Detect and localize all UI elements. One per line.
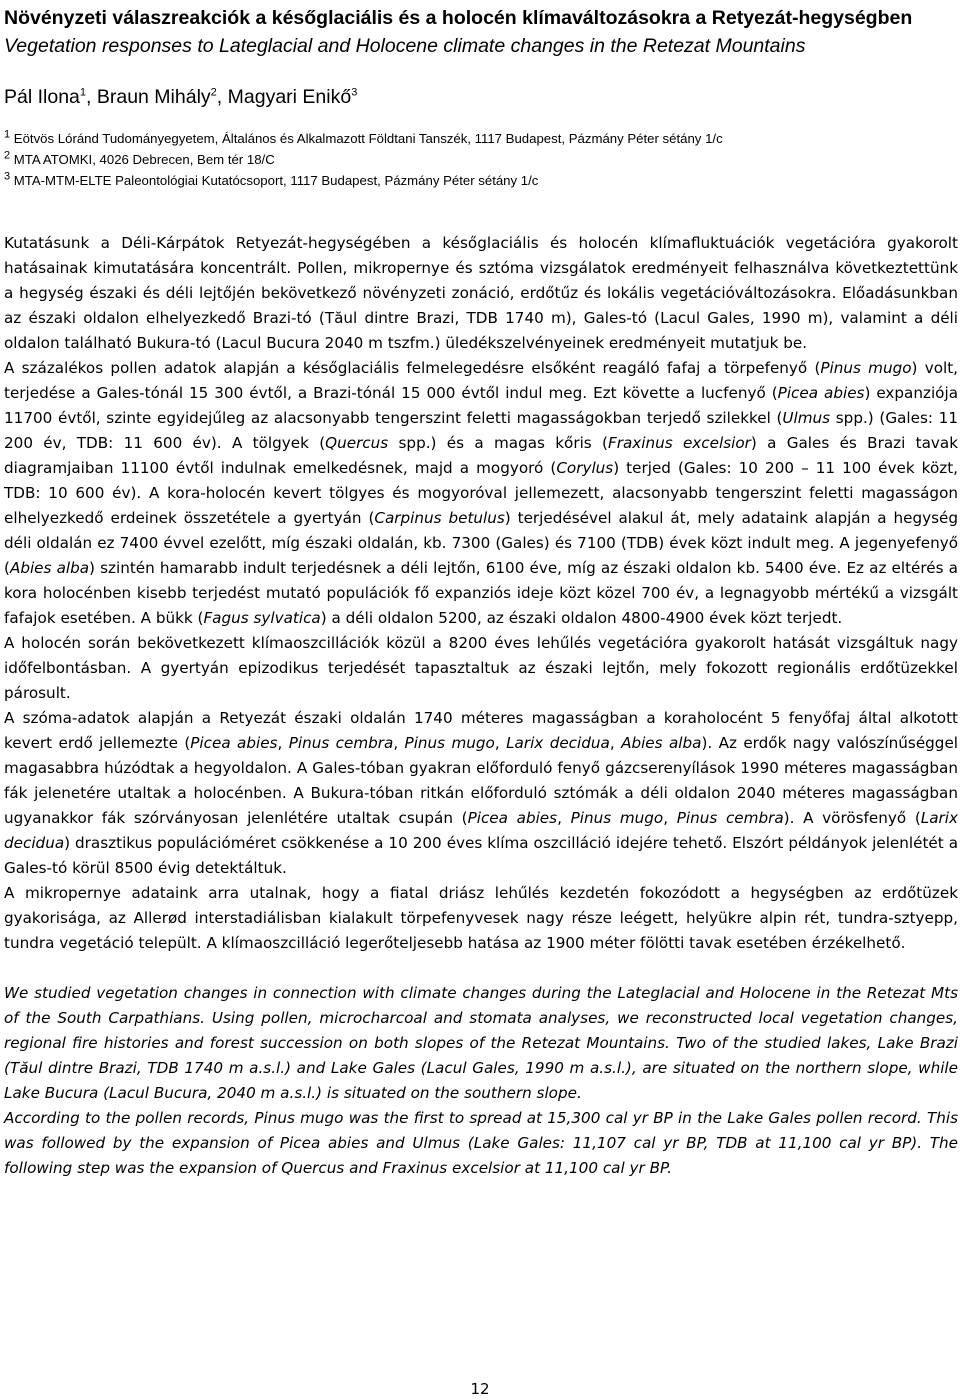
affiliation-list xyxy=(4,128,958,191)
affiliation xyxy=(4,128,958,149)
species-name: Pinus mugo xyxy=(404,734,495,752)
english-paragraph: According to the pollen records, Pinus mugo was the first to spread at 15,300 cal yr BP in the Lake Gales pollen record. This was followed by the expansion of Picea abies and Ulmus (Lake Gales: 11,107 cal yr BP, TDB at 11,100 cal yr BP). The following step was the expansion of Quercus and Fraxinus excelsior at 11,100 cal yr BP. xyxy=(4,1109,958,1177)
species-name: Pinus cembra xyxy=(288,734,394,752)
text-run: ) szintén hamarabb indult terjedésnek a déli lejtőn, 6100 éve, míg az északi oldalon kb. 5400 éve. Ez az eltérés a kora holocénben kisebb terjedést mutató populációk fő expanziós ideje közt közel 700 év, a legnagyobb mértékű a vizsgált fafajok esetében. A bükk ( xyxy=(4,559,958,627)
author-list: Pál Ilona$^1$, Braun Mihály$^2$, Magyari Enikő$^3$ xyxy=(4,86,358,108)
affiliation xyxy=(4,149,958,170)
text-run: ) drasztikus populációméret csökkenése a 10 200 éves klíma oszcilláció idejére tehető. Elszórt példányok jelenlétét a Gales-tó körül 8500 évig detektáltuk. xyxy=(4,834,958,877)
species-name: Ulmus xyxy=(782,409,831,427)
author-name: Magyari Enikő xyxy=(227,86,352,108)
species-name: Quercus xyxy=(325,434,389,452)
text-run: , xyxy=(609,734,622,752)
text-run: A szóma-adatok alapján a Retyezát északi oldalán 1740 méteres magasságban a koraholocént 5 fenyőfaj által alkotott kevert erdő jellemezte ( xyxy=(4,709,958,752)
page-number: 12 xyxy=(470,1380,490,1398)
species-name: Picea abies xyxy=(777,384,865,402)
affiliation-text: MTA ATOMKI, 4026 Debrecen, Bem tér 18/C xyxy=(13,152,275,167)
page-title: Növényzeti válaszreakciók a későglaciális és a holocén klímaváltozásokra a Retyezát-hegységben xyxy=(4,7,913,29)
species-name: Pinus cembra xyxy=(676,809,784,827)
text-run: A százalékos pollen adatok alapján a későglaciális felmelegedésre elsőként reagáló fafaj a törpefenyő ( xyxy=(4,359,821,377)
text-run: ). A vörösfenyő ( xyxy=(783,809,921,827)
text-run: , xyxy=(663,809,677,827)
species-name: Fraxinus excelsior xyxy=(607,434,751,452)
affiliation-text: MTA-MTM-ELTE Paleontológiai Kutatócsoport, 1117 Budapest, Pázmány Péter sétány 1/c xyxy=(13,173,539,188)
hungarian-paragraph: Kutatásunk a Déli-Kárpátok Retyezát-hegységében a későglaciális és holocén klímafluktuációk vegetációra gyakorolt hatásainak kimutatására koncentrált. Pollen, mikropernye és sztóma vizsgálatok eredményeit felhasználva következtettünk a hegység északi és déli lejtőjén bekövetkező növényzeti zonáció, erdőtűz és lokális vegetációváltozásokra. Előadásunkban az északi oldalon elhelyezkedő Brazi-tó (Tăul dintre Brazi, TDB 1740 m), Gales-tó (Lacul Gales, 1990 m), valamint a déli oldalon található Bukura-tó (Lacul Bucura 2040 m tszfm.) üledékszelvényeinek eredményeit mutatjuk be. xyxy=(4,234,958,352)
text-run: , xyxy=(277,734,289,752)
text-run: spp.) (Gales: 11 200 év, TDB: 11 600 év). A tölgyek ( xyxy=(4,409,958,452)
species-name: Corylus xyxy=(556,459,614,477)
hungarian-paragraph: A mikropernye adataink arra utalnak, hogy a fiatal driász lehűlés kezdetén fokozódott a hegységben az erdőtüzek gyakorisága, az Allerød interstadiálisban kialakult törpefenyvesek nagy része leégett, helyükre alpin rét, tundra-sztyepp, tundra vegetáció települt. A klímaoszcilláció legerőteljesebb hatása az 1900 méter fölötti tavak esetében érzékelhető. xyxy=(4,884,958,952)
author-name: Pál Ilona xyxy=(4,86,80,108)
hungarian-paragraph xyxy=(4,706,958,881)
document-page xyxy=(4,0,958,1181)
text-run: ) volt, terjedése a Gales-tónál 15 300 évtől, a Brazi-tónál 15 000 évtől indul meg. Ezt követte a lucfenyő ( xyxy=(4,359,958,402)
species-name: Picea abies xyxy=(467,809,558,827)
affiliation xyxy=(4,170,958,191)
text-run: ) a Gales és Brazi tavak diagramjaiban 11100 évtől indulnak emelkedésnek, majd a mogyoró ( xyxy=(4,434,958,477)
hungarian-paragraph xyxy=(4,356,958,631)
species-name: Larix decidua xyxy=(4,809,959,852)
species-name: Pinus mugo xyxy=(820,359,912,377)
abstract-body xyxy=(4,231,958,1181)
author-affiliation-mark: 2 xyxy=(210,86,217,99)
author-affiliation-mark: 3 xyxy=(351,86,358,99)
species-name: Pinus mugo xyxy=(570,809,664,827)
affiliation-mark: 2 xyxy=(4,149,11,162)
text-run: ) terjedésével alakul át, mely adataink alapján a hegység déli oldalán ez 7400 évvel ezelőtt, míg északi oldalán, kb. 7300 (Gales) és 7100 (TDB) évek közt indult meg. A jegenyefenyő ( xyxy=(4,509,958,577)
text-run: , xyxy=(494,734,507,752)
text-run: ) expanziója 11700 évtől, szinte egyidejűleg az alacsonyabb tengerszint feletti magasságokban terjedő szilekkel ( xyxy=(4,384,958,427)
affiliation-mark: 3 xyxy=(4,170,11,183)
affiliation-mark: 1 xyxy=(4,128,11,141)
text-run: ). Az erdők nagy valószínűséggel magasabbra húzódtak a hegyoldalon. A Gales-tóban gyakran előforduló fenyő gázcserenyílások 1990 méteres magasságban fák jelenetére utaltak a holocénben. A Bukura-tóban ritkán előforduló sztómák a déli oldalon 2040 méteres magasságban ugyanakkor fák szórványosan jelenlétére utaltak csupán ( xyxy=(4,734,959,827)
paragraph-gap xyxy=(4,956,958,981)
species-name: Carpinus betulus xyxy=(374,509,505,527)
species-name: Abies alba xyxy=(9,559,90,577)
species-name: Larix decidua xyxy=(506,734,610,752)
text-run: ) a déli oldalon 5200, az északi oldalon 4800-4900 évek közt terjedt. xyxy=(320,609,843,627)
species-name: Abies alba xyxy=(621,734,702,752)
english-paragraph: We studied vegetation changes in connection with climate changes during the Lateglacial and Holocene in the Retezat Mts of the South Carpathians. Using pollen, microcharcoal and stomata analyses, we reconstructed local vegetation changes, regional fire histories and forest succession on both slopes of the Retezat Mountains. Two of the studied lakes, Lake Brazi (Tăul dintre Brazi, TDB 1740 m a.s.l.) and Lake Gales (Lacul Gales, 1990 m a.s.l.), are situated on the northern slope, while Lake Bucura (Lacul Bucura, 2040 m a.s.l.) is situated on the southern slope. xyxy=(4,984,958,1102)
affiliation-text: Eötvös Lóránd Tudományegyetem, Általános és Alkalmazott Földtani Tanszék, 1117 Budapest, Pázmány Péter sétány 1/c xyxy=(13,131,723,146)
species-name: Fagus sylvatica xyxy=(203,609,321,627)
hungarian-paragraph: A holocén során bekövetkezett klímaoszcillációk közül a 8200 éves lehűlés vegetációra gyakorolt hatását vizsgáltuk nagy időfelbontásban. A gyertyán epizodikus terjedését tapasztaltuk az északi lejtőn, mely fokozott regionális erdőtüzekkel párosult. xyxy=(4,634,958,702)
species-name: Picea abies xyxy=(190,734,278,752)
text-run: ) terjed (Gales: 10 200 – 11 100 évek közt, TDB: 10 600 év). A kora-holocén kevert tölgyes és mogyoróval jellemezett, alacsonyabb tengerszint feletti magasságon elhelyezkedő erdeinek összetétele a gyertyán ( xyxy=(4,459,958,527)
author-name: Braun Mihály xyxy=(96,86,211,108)
text-run: spp.) és a magas kőris ( xyxy=(388,434,608,452)
author-affiliation-mark: 1 xyxy=(79,86,87,99)
text-run: , xyxy=(557,809,571,827)
page-subtitle: Vegetation responses to Lateglacial and Holocene climate changes in the Retezat Mountains xyxy=(4,35,806,57)
text-run: , xyxy=(393,734,405,752)
